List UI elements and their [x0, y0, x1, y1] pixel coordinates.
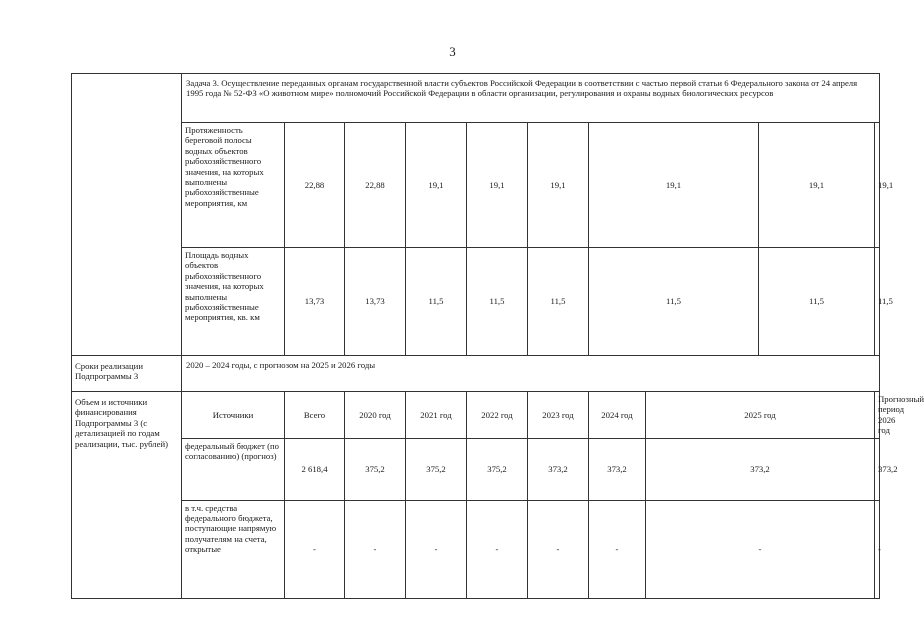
empty-label-cell	[72, 74, 182, 356]
indicator-value: 13,73	[285, 248, 345, 356]
financing-source: федеральный бюджет (по согласованию) (прогноз)	[182, 438, 285, 500]
financing-header: 2025 год	[646, 392, 875, 439]
financing-value: -	[406, 500, 467, 598]
indicator-value: 19,1	[467, 123, 528, 248]
financing-value: 373,2	[528, 438, 589, 500]
financing-header-row	[72, 392, 880, 439]
financing-row	[72, 500, 880, 598]
financing-value: 373,2	[646, 438, 875, 500]
financing-value: 373,2	[589, 438, 646, 500]
indicator-value: 19,1	[406, 123, 467, 248]
indicator-value: 11,5	[875, 248, 880, 356]
financing-source: в т.ч. средства федерального бюджета, поступающие напрямую получателям на счета, открытые	[182, 500, 285, 598]
financing-value: -	[345, 500, 406, 598]
financing-header: 2023 год	[528, 392, 589, 439]
indicator-value: 19,1	[875, 123, 880, 248]
terms-value: 2020 – 2024 годы, с прогнозом на 2025 и 2026 годы	[182, 356, 880, 392]
terms-label: Сроки реализации Подпрограммы 3	[72, 356, 182, 392]
terms-row	[72, 356, 880, 392]
indicator-label: Площадь водных объектов рыбохозяйственного значения, на которых выполнены рыбохозяйственные мероприятия, кв. км	[182, 248, 285, 356]
financing-value: -	[589, 500, 646, 598]
task-row	[72, 74, 880, 123]
financing-header: Прогнозный период 2026 год	[875, 392, 880, 439]
indicator-value: 11,5	[589, 248, 759, 356]
indicator-row	[72, 248, 880, 356]
financing-header: 2020 год	[345, 392, 406, 439]
financing-header: Всего	[285, 392, 345, 439]
financing-value: -	[285, 500, 345, 598]
indicator-value: 11,5	[759, 248, 875, 356]
financing-value: 373,2	[875, 438, 880, 500]
indicator-value: 19,1	[528, 123, 589, 248]
financing-value: -	[646, 500, 875, 598]
page-number: 3	[449, 44, 456, 59]
financing-header: 2024 год	[589, 392, 646, 439]
financing-value: 375,2	[406, 438, 467, 500]
financing-label: Объем и источники финансирования Подпрограммы 3 (с детализацией по годам реализации, тыс. рублей)	[72, 392, 182, 599]
indicator-value: 19,1	[589, 123, 759, 248]
financing-value: 375,2	[345, 438, 406, 500]
financing-value: 375,2	[467, 438, 528, 500]
financing-value: -	[528, 500, 589, 598]
indicator-value: 22,88	[345, 123, 406, 248]
indicator-value: 13,73	[345, 248, 406, 356]
financing-row	[72, 438, 880, 500]
indicator-value: 22,88	[285, 123, 345, 248]
subprogram-passport-table	[71, 73, 924, 599]
financing-header: Источники	[182, 392, 285, 439]
task-text: Задача 3. Осуществление переданных органам государственной власти субъектов Российской Федерации в соответствии с частью первой статьи 6 Федерального закона от 24 апреля 1995 года № 52-ФЗ «О животном мире» полномочий Российской Федерации в области организации, регулирования и охраны водных биологических ресурсов	[182, 74, 880, 123]
indicator-value: 11,5	[467, 248, 528, 356]
financing-header: 2022 год	[467, 392, 528, 439]
financing-value: -	[875, 500, 880, 598]
financing-value: -	[467, 500, 528, 598]
financing-header: 2021 год	[406, 392, 467, 439]
indicator-label: Протяженность береговой полосы водных объектов рыбохозяйственного значения, на которых выполнены рыбохозяйственные мероприятия, км	[182, 123, 285, 248]
indicator-row	[72, 123, 880, 248]
indicator-value: 19,1	[759, 123, 875, 248]
indicator-value: 11,5	[406, 248, 467, 356]
financing-value: 2 618,4	[285, 438, 345, 500]
indicator-value: 11,5	[528, 248, 589, 356]
